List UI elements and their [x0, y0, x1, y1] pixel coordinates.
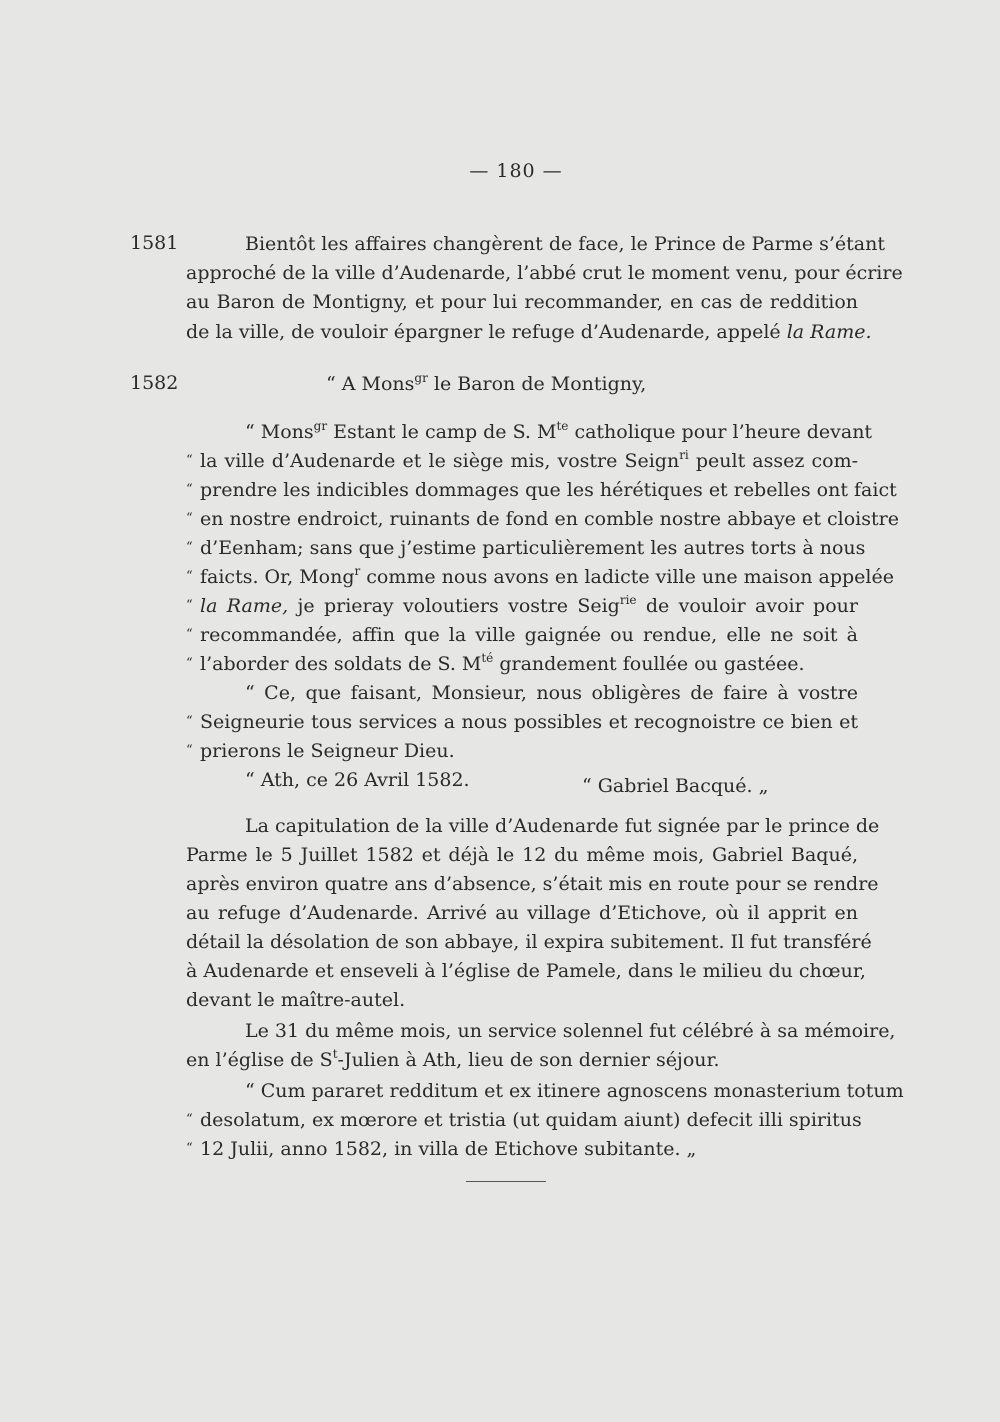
address-rest: le Baron de Montigny, [427, 373, 647, 395]
letter-text: la ville d’Audenarde et le siège mis, vostre Seign [200, 450, 680, 472]
quote-text: desolatum, ex mœrore et tristia (ut quidam aiunt) defecit illi spiritus [200, 1109, 862, 1131]
letter-line [186, 708, 858, 736]
paragraph-line: devant le maître-autel. [186, 989, 406, 1011]
quote-mark: “ [186, 627, 193, 642]
paragraph-line: après environ quatre ans d’absence, s’était mis en route pour se rendre [186, 873, 879, 895]
quote-mark: “ [186, 1112, 193, 1127]
paragraph-line: Le 31 du même mois, un service solennel fut célébré à sa mémoire, [245, 1020, 896, 1042]
letter-text: “ Mons [245, 421, 314, 443]
paragraph-line: au Baron de Montigny, et pour lui recommander, en cas de reddition [186, 291, 858, 313]
quote-line: “ Cum pararet redditum et ex itinere agnoscens monasterium totum [245, 1080, 904, 1102]
letter-text: prierons le Seigneur Dieu. [200, 740, 455, 762]
letter-text: en nostre endroict, ruinants de fond en comble nostre abbaye et cloistre [200, 508, 899, 530]
paragraph-line: approché de la ville d’Audenarde, l’abbé crut le moment venu, pour écrire [186, 262, 903, 284]
quote-line [186, 1135, 858, 1163]
letter-text: de vouloir avoir pour [636, 595, 858, 617]
quote-mark: “ [186, 511, 193, 526]
paragraph-text: en l’église de S [186, 1049, 333, 1071]
letter-superscript: té [481, 651, 494, 665]
paragraph-line [186, 1046, 858, 1074]
letter-line [186, 737, 858, 765]
letter-line [186, 563, 894, 591]
quote-mark: “ [186, 540, 193, 555]
letter-text: Seigneurie tous services a nous possibles et recognoistre ce bien et [200, 711, 858, 733]
italic-title: la Rame, [200, 595, 289, 617]
letter-superscript: te [556, 419, 569, 433]
italic-title: la Rame. [786, 321, 872, 343]
letter-address [326, 370, 726, 398]
letter-text: prendre les indicibles dommages que les hérétiques et rebelles ont faict [200, 479, 897, 501]
quote-mark: “ [186, 598, 193, 613]
letter-line [186, 650, 858, 678]
paragraph-text: de la ville, de vouloir épargner le refuge d’Audenarde, appelé [186, 321, 781, 343]
page-number: — 180 — [469, 160, 563, 182]
letter-line [186, 534, 866, 562]
letter-text: d’Eenham; sans que j’estime particulièrement les autres torts à nous [200, 537, 866, 559]
letter-line [186, 476, 897, 504]
quote-mark: “ [186, 1141, 193, 1156]
address-lead: “ A Mons [326, 373, 415, 395]
address-superscript: gr [414, 371, 428, 385]
paragraph-line: Parme le 5 Juillet 1582 et déjà le 12 du même mois, Gabriel Baqué, [186, 844, 858, 866]
letter-text: comme nous avons en ladicte ville une maison appelée [360, 566, 894, 588]
letter-text: l’aborder des soldats de S. M [200, 653, 482, 675]
quote-mark: “ [186, 569, 193, 584]
letter-superscript: rie [619, 593, 637, 607]
letter-line [186, 447, 858, 475]
letter-line [245, 418, 873, 446]
letter-line [186, 621, 858, 649]
quote-mark: “ [186, 714, 193, 729]
quote-text: 12 Julii, anno 1582, in villa de Etichove subitante. „ [200, 1138, 697, 1160]
paragraph-line: La capitulation de la ville d’Audenarde fut signée par le prince de [245, 815, 880, 837]
letter-text: Estant le camp de S. M [327, 421, 557, 443]
paragraph-line: Bientôt les affaires changèrent de face, le Prince de Parme s’étant [245, 233, 886, 255]
paragraph-line: détail la désolation de son abbaye, il expira subitement. Il fut transféré [186, 931, 872, 953]
letter-text: recommandée, affin que la ville gaignée ou rendue, elle ne soit à [200, 624, 858, 646]
letter-superscript: gr [313, 419, 328, 433]
letter-superscript: ri [679, 448, 689, 462]
quote-mark: “ [186, 482, 193, 497]
letter-line [186, 505, 899, 533]
letter-signature: “ Gabriel Bacqué. „ [582, 775, 769, 797]
paragraph-line: à Audenarde et enseveli à l’église de Pamele, dans le milieu du chœur, [186, 960, 866, 982]
letter-line [186, 592, 858, 620]
quote-mark: “ [186, 453, 193, 468]
paragraph-text: -Julien à Ath, lieu de son dernier séjour. [337, 1049, 720, 1071]
margin-year-1581: 1581 [130, 232, 179, 254]
paragraph-superscript: t [332, 1047, 338, 1061]
letter-text: peult assez com- [688, 450, 859, 472]
letter-text: grandement foullée ou gastéee. [493, 653, 805, 675]
letter-superscript: r [354, 564, 361, 578]
quote-mark: “ [186, 656, 193, 671]
margin-year-1582: 1582 [130, 372, 179, 394]
letter-place-date: “ Ath, ce 26 Avril 1582. [245, 769, 470, 791]
letter-text: faicts. Or, Mong [200, 566, 355, 588]
section-divider [466, 1181, 546, 1182]
quote-line [186, 1106, 862, 1134]
letter-text: je prieray voloutiers vostre Seig [288, 595, 620, 617]
paragraph-line [186, 318, 872, 346]
quote-mark: “ [186, 743, 193, 758]
paragraph-line: au refuge d’Audenarde. Arrivé au village d’Etichove, où il apprit en [186, 902, 858, 924]
letter-line: “ Ce, que faisant, Monsieur, nous obligères de faire à vostre [245, 682, 858, 704]
letter-text: catholique pour l’heure devant [568, 421, 873, 443]
